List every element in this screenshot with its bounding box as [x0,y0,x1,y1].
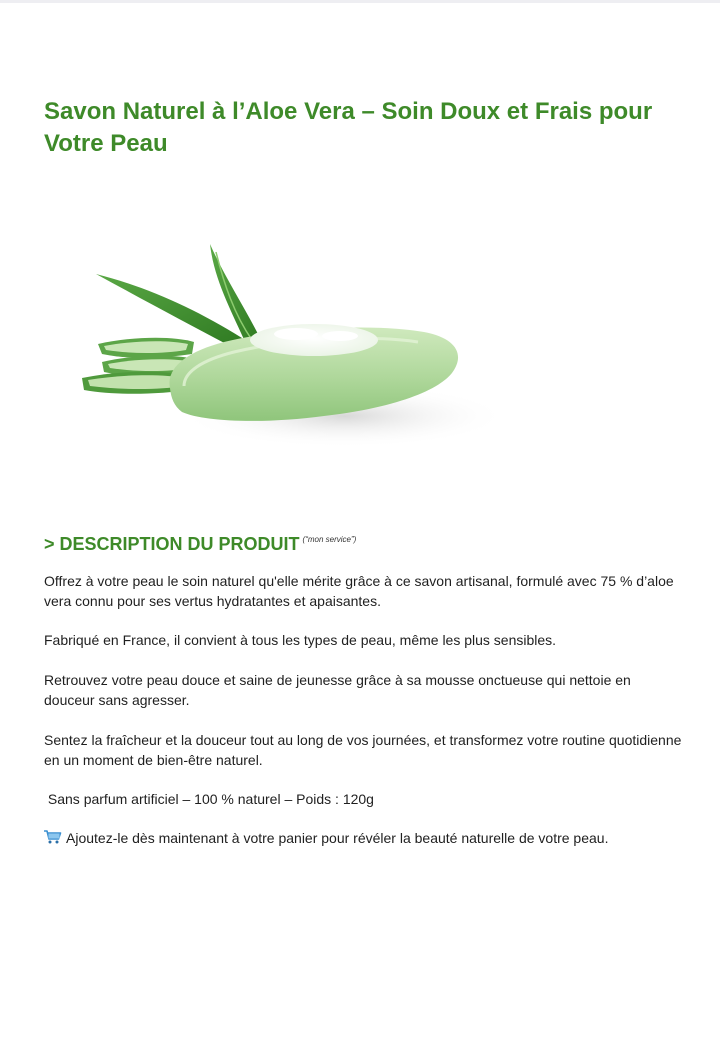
product-title: Savon Naturel à l’Aloe Vera – Soin Doux et Frais pour Votre Peau [44,98,653,157]
shopping-cart-icon [44,830,62,844]
description-paragraph-5: Sans parfum artificiel – 100 % naturel – Poids : 120g [44,791,374,807]
description-paragraph-2: Fabriqué en France, il convient à tous les types de peau, même les plus sensibles. [44,632,557,648]
top-divider [0,0,720,3]
description-paragraph-1: Offrez à votre peau le soin naturel qu'elle mérite grâce à ce savon artisanal, formulé avec 75 % d’aloe vera connu pour ses vertus hydratantes et apaisantes. [44,573,674,609]
description-paragraph-4: Sentez la fraîcheur et la douceur tout au long de vos journées, et transformez votre routine quotidienne en un moment de bien-être naturel. [44,732,682,768]
description-heading-note: (“mon service”) [302,535,357,544]
product-image [74,236,504,456]
cta-text: Ajoutez-le dès maintenant à votre panier pour révéler la beauté naturelle de votre peau. [66,830,609,846]
description-heading [44,528,356,556]
description-heading-text: > DESCRIPTION DU PRODUIT [44,534,300,554]
description-paragraph-3: Retrouvez votre peau douce et saine de jeunesse grâce à sa mousse onctueuse qui nettoie en douceur sans agresser. [44,672,631,708]
description-paragraph-6 [44,829,684,849]
